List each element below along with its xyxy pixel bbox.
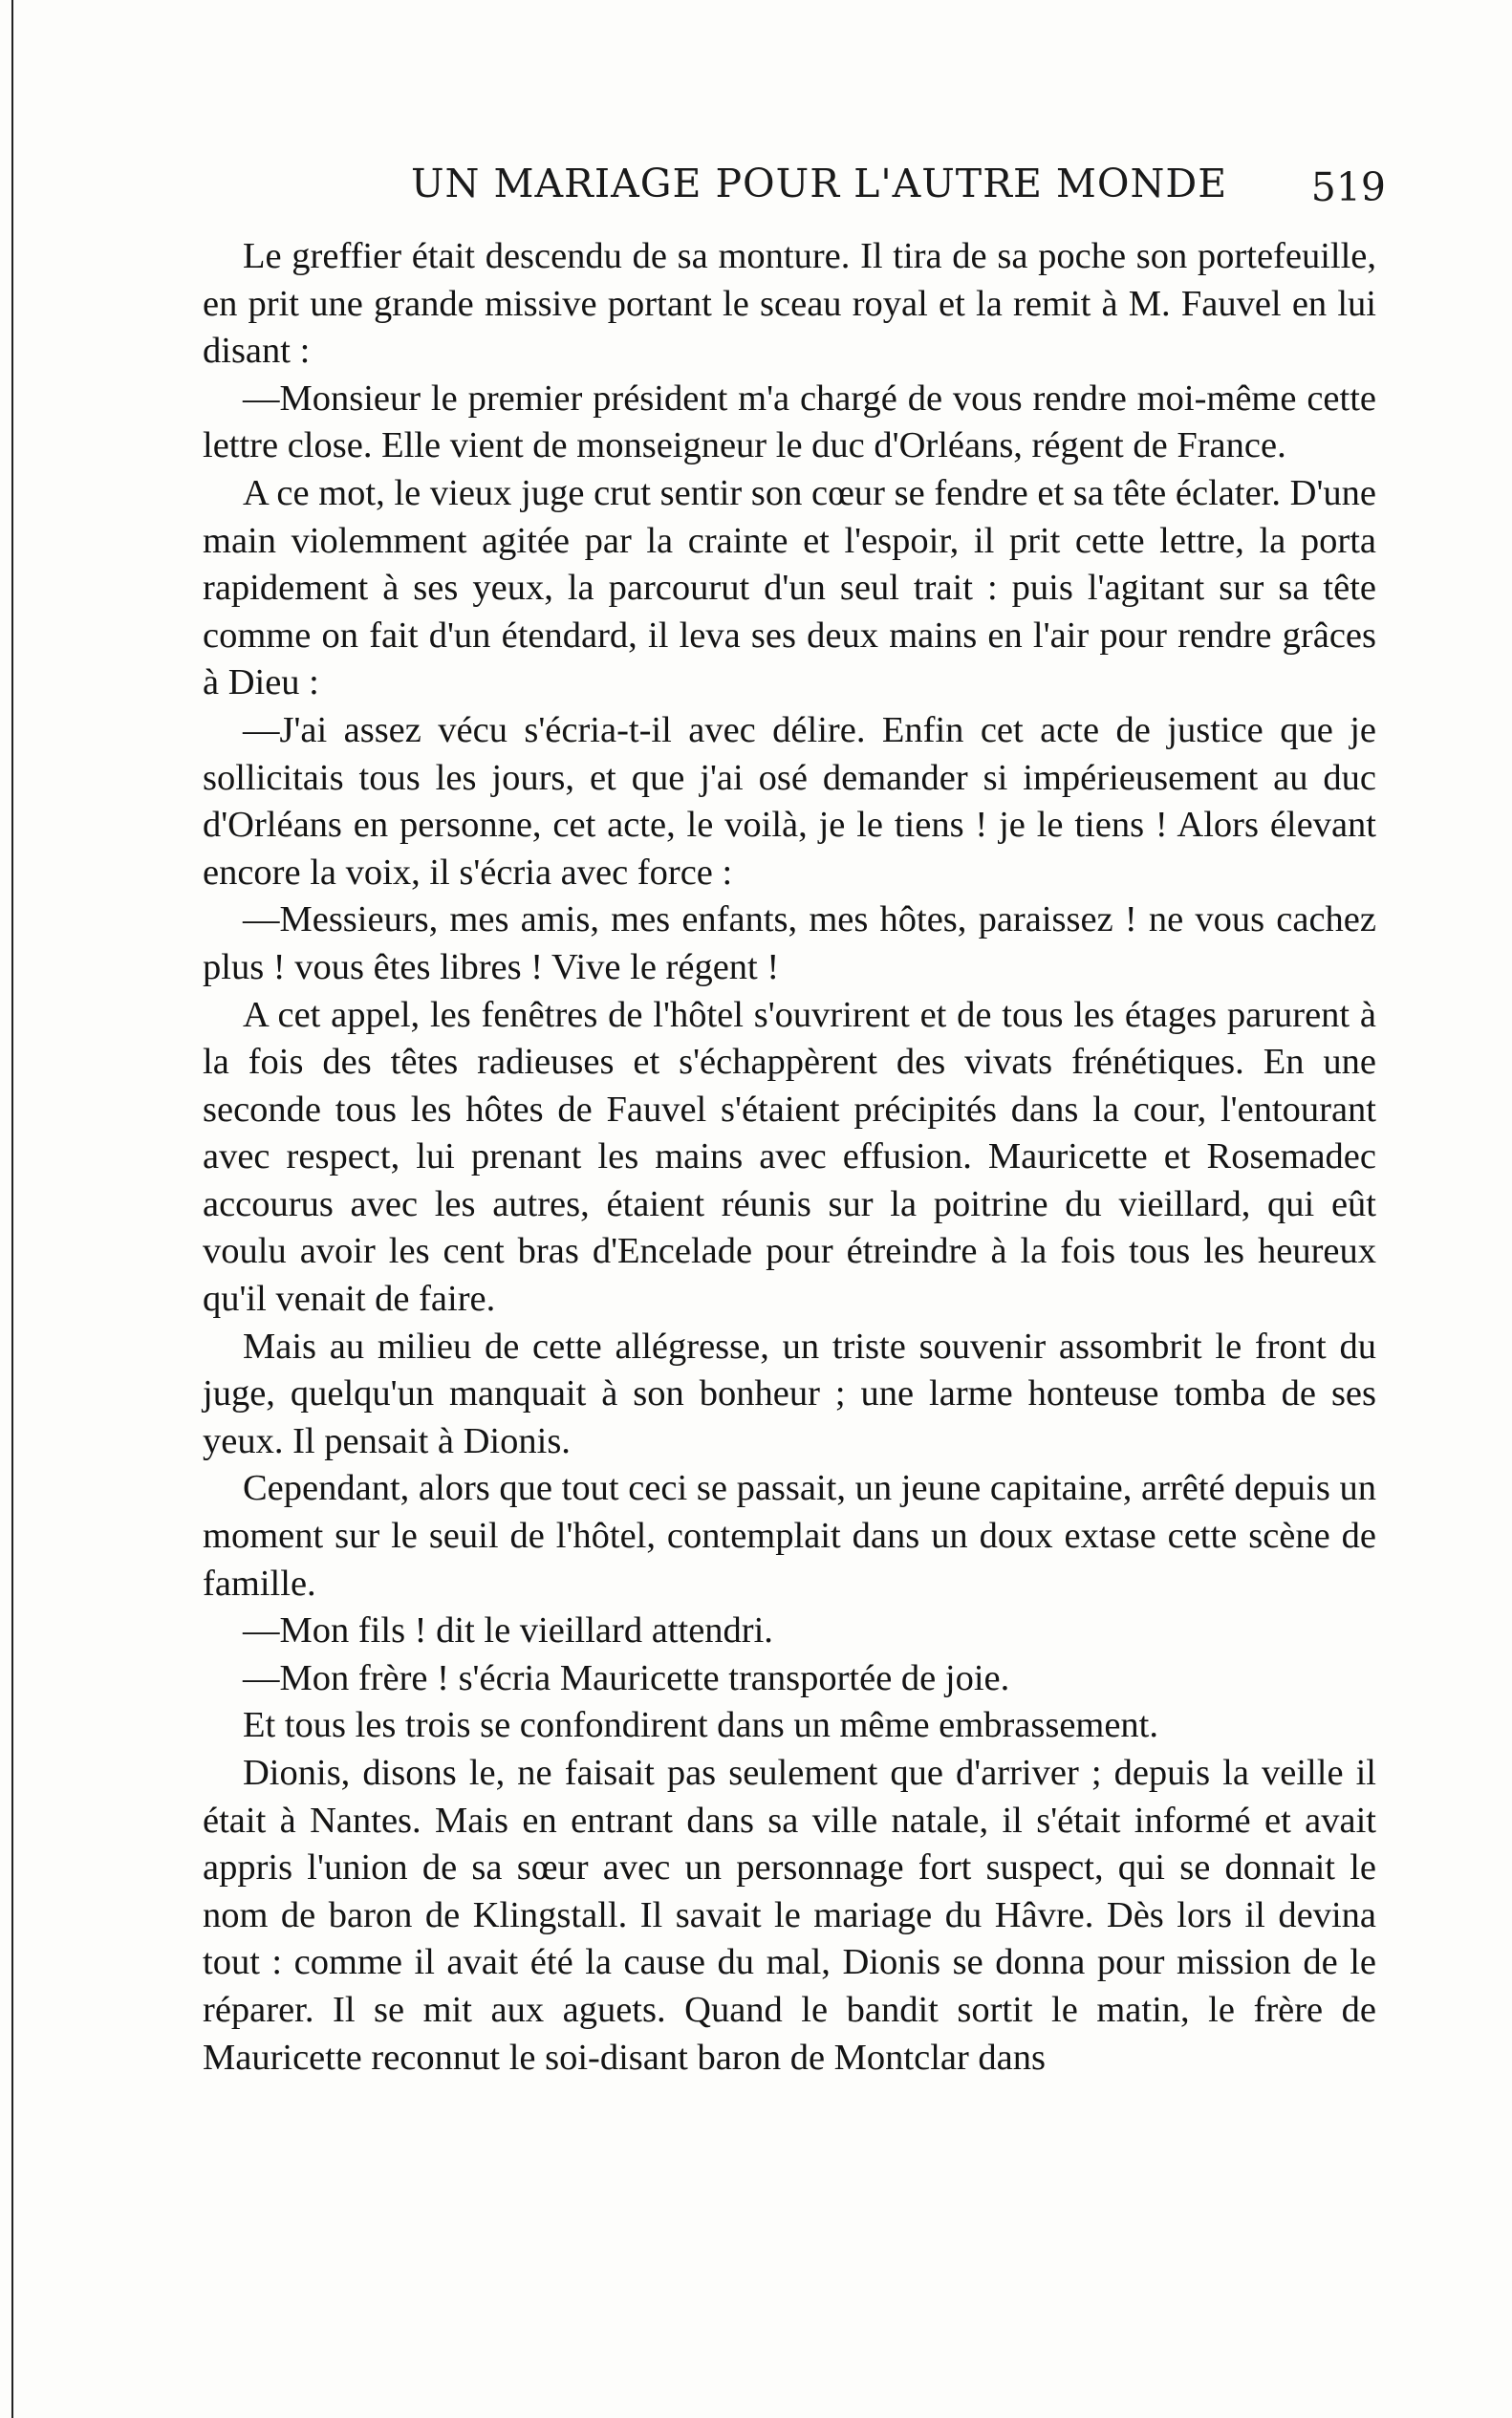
paragraph: Cependant, alors que tout ceci se passait, un jeune capitaine, arrêté depuis un moment sur le seuil de l'hôtel, contemplait dans un doux extase cette scène de famille. bbox=[203, 1468, 1376, 1604]
paragraph: Dionis, disons le, ne faisait pas seulement que d'arriver ; depuis la veille il était à Nantes. Mais en entrant dans sa ville natale, il s'était informé et avait appris l'union de sa sœur avec un personnage fort suspect, qui se donnait le nom de baron de Klingstall. Il savait le mariage du Hâvre. Dès lors il devina tout : comme il avait été la cause du mal, Dionis se donna pour mission de le réparer. Il se mit aux aguets. Quand le bandit sortit le matin, le frère de Mauricette reconnut le soi-disant baron de Montclar dans bbox=[203, 1753, 1376, 2078]
paragraph: Et tous les trois se confondirent dans un même embrassement. bbox=[243, 1705, 1159, 1746]
paragraph: —Messieurs, mes amis, mes enfants, mes hôtes, paraissez ! ne vous cachez plus ! vous êtes libres ! Vive le régent ! bbox=[203, 899, 1376, 987]
page-number: 519 bbox=[1310, 164, 1386, 210]
paragraph: Mais au milieu de cette allégresse, un triste souvenir assombrit le front du juge, quelqu'un manquait à son bonheur ; une larme honteuse tomba de ses yeux. Il pensait à Dionis. bbox=[203, 1326, 1376, 1461]
paragraph: —Mon fils ! dit le vieillard attendri. bbox=[243, 1610, 773, 1652]
paragraph: —Mon frère ! s'écria Mauricette transportée de joie. bbox=[243, 1657, 1010, 1698]
paragraph: —Monsieur le premier président m'a chargé de vous rendre moi-même cette lettre close. Elle vient de monseigneur le duc d'Orléans, régent de France. bbox=[203, 378, 1376, 466]
page-header bbox=[411, 161, 1386, 227]
paragraph: —J'ai assez vécu s'écria-t-il avec délire. Enfin cet acte de justice que je sollicitais tous les jours, et que j'ai osé demander si impérieusement au duc d'Orléans en personne, cet acte, le voilà, je le tiens ! je le tiens ! Alors élevant encore la voix, il s'écria avec force : bbox=[203, 709, 1376, 893]
body-text bbox=[203, 233, 1376, 2082]
paragraph: A cet appel, les fenêtres de l'hôtel s'ouvrirent et de tous les étages parurent à la fois des têtes radieuses et s'échappèrent des vivats frénétiques. En une seconde tous les hôtes de Fauvel s'étaient précipités dans la cour, l'entourant avec respect, lui prenant les mains avec effusion. Mauricette et Rosemadec accourus avec les autres, étaient réunis sur la poitrine du vieillard, qui eût voulu avoir les cent bras d'Encelade pour étreindre à la fois tous les heureux qu'il venait de faire. bbox=[203, 994, 1376, 1320]
paragraph: Le greffier était descendu de sa monture. Il tira de sa poche son portefeuille, en prit une grande missive portant le sceau royal et la remit à M. Fauvel en lui disant : bbox=[203, 236, 1376, 372]
running-title: UN MARIAGE POUR L'AUTRE MONDE bbox=[411, 161, 1228, 206]
page-edge-line bbox=[11, 0, 13, 2418]
paragraph: A ce mot, le vieux juge crut sentir son cœur se fendre et sa tête éclater. D'une main violemment agitée par la crainte et l'espoir, il prit cette lettre, la porta rapidement à ses yeux, la parcourut d'un seul trait : puis l'agitant sur sa tête comme on fait d'un étendard, il leva ses deux mains en l'air pour rendre grâces à Dieu : bbox=[203, 472, 1376, 703]
